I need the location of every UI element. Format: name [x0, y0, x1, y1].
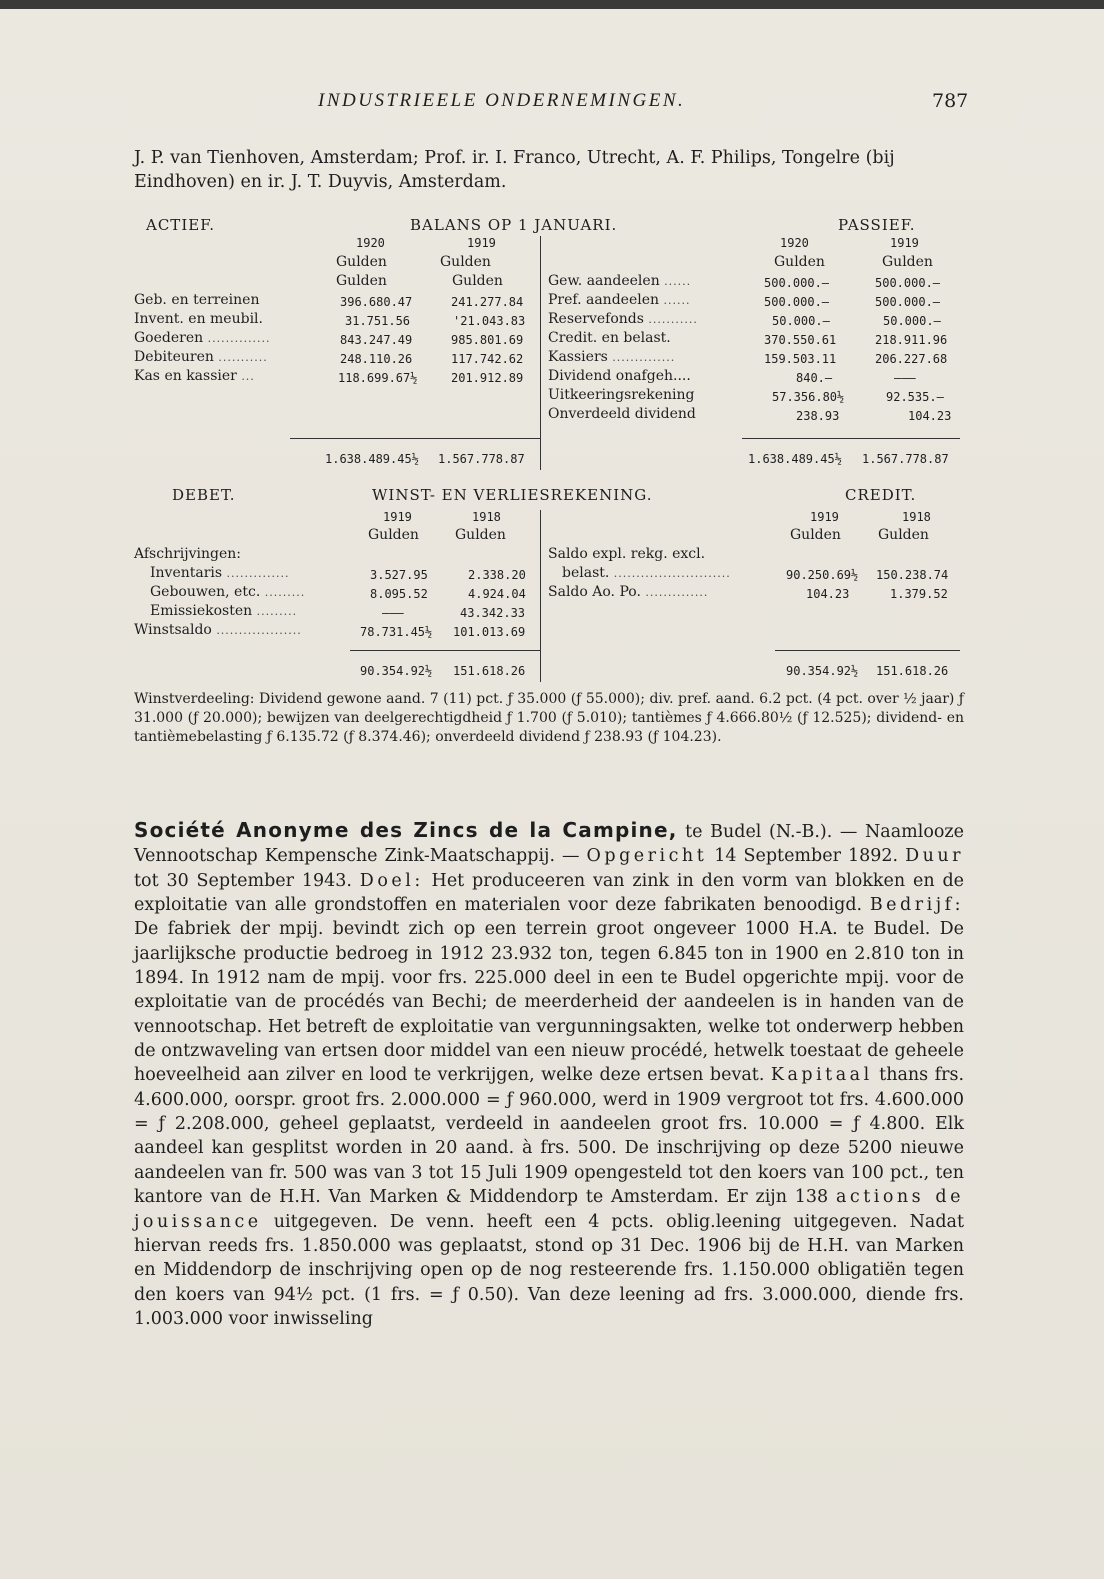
- assets-total-b: 1.567.778.87: [438, 452, 525, 466]
- table-cell: 92.535.—: [886, 390, 944, 404]
- table-cell: 985.801.69: [451, 333, 524, 347]
- debit-unit-b: Gulden: [455, 527, 506, 543]
- column-divider: [540, 236, 541, 470]
- table-cell: 843.247.49: [340, 333, 413, 347]
- asset-year-b: 1919: [467, 236, 496, 250]
- table-row: Gebouwen, etc. .........: [150, 584, 306, 600]
- table-cell: 118.699.67½: [338, 371, 418, 385]
- keyword-duur: Duur: [905, 846, 965, 867]
- credit-unit-b: Gulden: [878, 527, 929, 543]
- debit-year-a: 1919: [383, 510, 412, 524]
- table-cell: 500.000.—: [875, 276, 941, 290]
- table-row: Winstsaldo ...................: [134, 622, 302, 638]
- table-row: Gew. aandeelen ......: [548, 273, 692, 289]
- table-cell: 206.227.68: [875, 352, 948, 366]
- running-head: INDUSTRIEELE ONDERNEMINGEN.: [318, 90, 686, 111]
- balance-title: BALANS OP 1 JANUARI.: [410, 216, 618, 234]
- table-cell: 1.379.52: [890, 587, 948, 601]
- table-cell: 248.110.26: [340, 352, 413, 366]
- table-row: Goederen ..............: [134, 330, 271, 346]
- company-text: tot 30 September 1943.: [134, 870, 360, 891]
- table-cell: 4.924.04: [468, 587, 526, 601]
- table-cell: 104.23: [806, 587, 850, 601]
- table-cell: 396.680.47: [340, 295, 413, 309]
- table-cell: 50.000.—: [883, 314, 941, 328]
- table-row: Uitkeeringsrekening: [548, 387, 695, 403]
- table-row: Debiteuren ...........: [134, 349, 268, 365]
- table-cell: 117.742.62: [451, 352, 524, 366]
- keyword-doel: Doel:: [359, 870, 424, 891]
- company-text: te Budel (N.-B.). — Naamlooze Vennootschap Kempensche Zink-Maatschappij. —: [134, 822, 964, 867]
- table-cell: 101.013.69: [453, 625, 526, 639]
- table-row: Invent. en meubil.: [134, 311, 263, 327]
- keyword-kapitaal: Kapitaal: [770, 1065, 873, 1086]
- liab-unit-b: Gulden: [882, 254, 933, 270]
- table-row: Kas en kassier ...: [134, 368, 255, 384]
- table-cell: 500.000.—: [764, 276, 830, 290]
- pl-title: WINST- EN VERLIESREKENING.: [372, 486, 653, 504]
- liab-year-b: 1919: [890, 236, 919, 250]
- table-cell: 31.751.56: [345, 314, 411, 328]
- table-row: Dividend onafgeh....: [548, 368, 691, 384]
- table-cell: 43.342.33: [460, 606, 526, 620]
- liab-total-a: 1.638.489.45½: [748, 452, 842, 466]
- table-row: Onverdeeld dividend: [548, 406, 696, 422]
- table-cell: 3.527.95: [370, 568, 428, 582]
- asset-year-a: 1920: [356, 236, 385, 250]
- table-cell: 8.095.52: [370, 587, 428, 601]
- table-row: Pref. aandeelen ......: [548, 292, 691, 308]
- keyword-actions: actions de jouissance: [134, 1187, 964, 1232]
- company-text: Het produceeren van zink in den vorm van blokken en de exploitatie van alle grondstoffen en materialen voor deze fabrikaten benoodigd.: [134, 870, 964, 916]
- table-row: Kassiers ..............: [548, 349, 676, 365]
- table-cell: 241.277.84: [451, 295, 524, 309]
- credit-unit-a: Gulden: [790, 527, 841, 543]
- table-cell: 500.000.—: [875, 295, 941, 309]
- table-cell: 150.238.74: [876, 568, 949, 582]
- table-cell: 500.000.—: [764, 295, 830, 309]
- debit-year-b: 1918: [472, 510, 501, 524]
- asset-unit-a2: Gulden: [336, 273, 387, 289]
- company-entry: [134, 818, 964, 1331]
- table-cell: 159.503.11: [764, 352, 837, 366]
- credit-total-a: 90.354.92½: [786, 664, 859, 678]
- table-row: Saldo Ao. Po. ..............: [548, 584, 709, 600]
- debit-total-a: 90.354.92½: [360, 664, 433, 678]
- table-cell: 104.23: [908, 409, 952, 423]
- debit-total-b: 151.618.26: [453, 664, 526, 678]
- actief-label: ACTIEF.: [146, 216, 216, 234]
- table-row: Inventaris ..............: [150, 565, 290, 581]
- rule: [290, 438, 540, 439]
- profit-distribution: Winstverdeeling: Dividend gewone aand. 7 (11) pct. ƒ 35.000 (ƒ 55.000); div. pref. aand. 6.2 pct. (4 pct. over ½ jaar) ƒ 31.000 (ƒ 20.000); bewijzen van deelgerechtigdheid ƒ 1.700 (ƒ 5.010); tantièmes ƒ 4.666.80½ (ƒ 12.525); dividend- en tantièmebelasting ƒ 6.135.72 (ƒ 8.374.46); onverdeeld dividend ƒ 238.93 (ƒ 104.23).: [134, 691, 964, 745]
- rule: [775, 650, 960, 651]
- debet-label: DEBET.: [172, 486, 236, 504]
- table-cell: 50.000.—: [772, 314, 830, 328]
- table-cell: 90.250.69½: [786, 568, 859, 582]
- liab-total-b: 1.567.778.87: [862, 452, 949, 466]
- table-row: Reservefonds ...........: [548, 311, 698, 327]
- table-cell: 2.338.20: [468, 568, 526, 582]
- table-cell: 840.—: [796, 371, 833, 385]
- assets-total-a: 1.638.489.45½: [325, 452, 419, 466]
- table-cell: 238.93: [796, 409, 840, 423]
- intro-paragraph: J. P. van Tienhoven, Amsterdam; Prof. ir. I. Franco, Utrecht, A. F. Philips, Tongelre (bij Eindhoven) en ir. J. T. Duyvis, Amsterdam.: [134, 148, 895, 192]
- credit-label: CREDIT.: [845, 486, 917, 504]
- credit-year-b: 1918: [902, 510, 931, 524]
- table-cell: '21.043.83: [453, 314, 526, 328]
- page-top-edge: [0, 0, 1104, 9]
- rule: [742, 438, 960, 439]
- passief-label: PASSIEF.: [838, 216, 916, 234]
- table-row: Credit. en belast.: [548, 330, 671, 346]
- keyword-opgericht: Opgericht: [586, 846, 708, 867]
- asset-unit-a: Gulden: [336, 254, 387, 270]
- page-number: 787: [932, 90, 969, 112]
- debit-unit-a: Gulden: [368, 527, 419, 543]
- keyword-bedrijf: Bedrijf:: [869, 895, 964, 916]
- debit-group-label: Afschrijvingen:: [134, 546, 241, 562]
- table-row: Emissiekosten .........: [150, 603, 298, 619]
- table-cell: 201.912.89: [451, 371, 524, 385]
- company-text: 14 September 1892.: [707, 846, 906, 867]
- credit-total-b: 151.618.26: [876, 664, 949, 678]
- company-name: Société Anonyme des Zincs de la Campine,: [134, 818, 678, 842]
- table-cell: 78.731.45½: [360, 625, 433, 639]
- table-row: Geb. en terreinen: [134, 292, 260, 308]
- liab-unit-a: Gulden: [774, 254, 825, 270]
- credit-year-a: 1919: [810, 510, 839, 524]
- rule: [350, 650, 540, 651]
- table-cell: 57.356.80½: [772, 390, 845, 404]
- table-row: Saldo expl. rekg. excl.: [548, 546, 706, 562]
- company-text: thans frs. 4.600.000, oorspr. groot frs. 2.000.000 = ƒ 960.000, werd in 1909 vergroot tot frs. 4.600.000 = ƒ 2.208.000, geheel geplaatst, verdeeld in aandeelen groot frs. 10.000 = ƒ 4.800. Elk aandeel kan gesplitst worden in 20 aand. à frs. 500. De inschrijving op deze 5200 nieuwe aandeelen van fr. 500 was van 3 tot 15 Juli 1909 opengesteld tot den koers van 100 pct., ten kantore van de H.H. Van Marken & Middendorp te Amsterdam. Er zijn 138: [134, 1065, 965, 1208]
- liab-year-a: 1920: [780, 236, 809, 250]
- table-row: belast. ..........................: [562, 565, 731, 581]
- asset-unit-b2: Gulden: [452, 273, 503, 289]
- company-text: De fabriek der mpij. bevindt zich op een terrein groot ongeveer 1000 H.A. te Budel. De jaarlijksche productie bedroeg in 1912 23.932 ton, tegen 6.845 ton in 1900 en 2.810 ton in 1894. In 1912 nam de mpij. voor frs. 225.000 deel in een te Budel opgerichte mpij. voor de exploitatie van de procédés van Bechi; de meerderheid der aandeelen is in handen van de vennootschap. Het betreft de exploitatie van vergunningsakten, welke tot onderwerp hebben de ontzwaveling van ertsen door middel van een nieuw procédé, hetwelk toestaat de geheele hoeveelheid aan zilver en lood te verkrijgen, welke deze ertsen bevat.: [134, 919, 964, 1086]
- company-text: uitgegeven. De venn. heeft een 4 pcts. oblig.leening uitgegeven. Nadat hiervan reeds frs. 1.850.000 was geplaatst, stond op 31 Dec. 1906 bij de H.H. van Marken en Middendorp de inschrijving open op de nog resteerende frs. 1.150.000 obligatiën tegen den koers van 94½ pct. (1 frs. = ƒ 0.50). Van deze leening ad frs. 3.000.000, diende frs. 1.003.000 voor inwisseling: [134, 1211, 964, 1329]
- column-divider: [540, 510, 541, 682]
- table-cell: 218.911.96: [875, 333, 948, 347]
- table-cell: ———: [894, 371, 916, 385]
- table-cell: 370.550.61: [764, 333, 837, 347]
- asset-unit-b: Gulden: [440, 254, 491, 270]
- table-cell: ———: [382, 606, 404, 620]
